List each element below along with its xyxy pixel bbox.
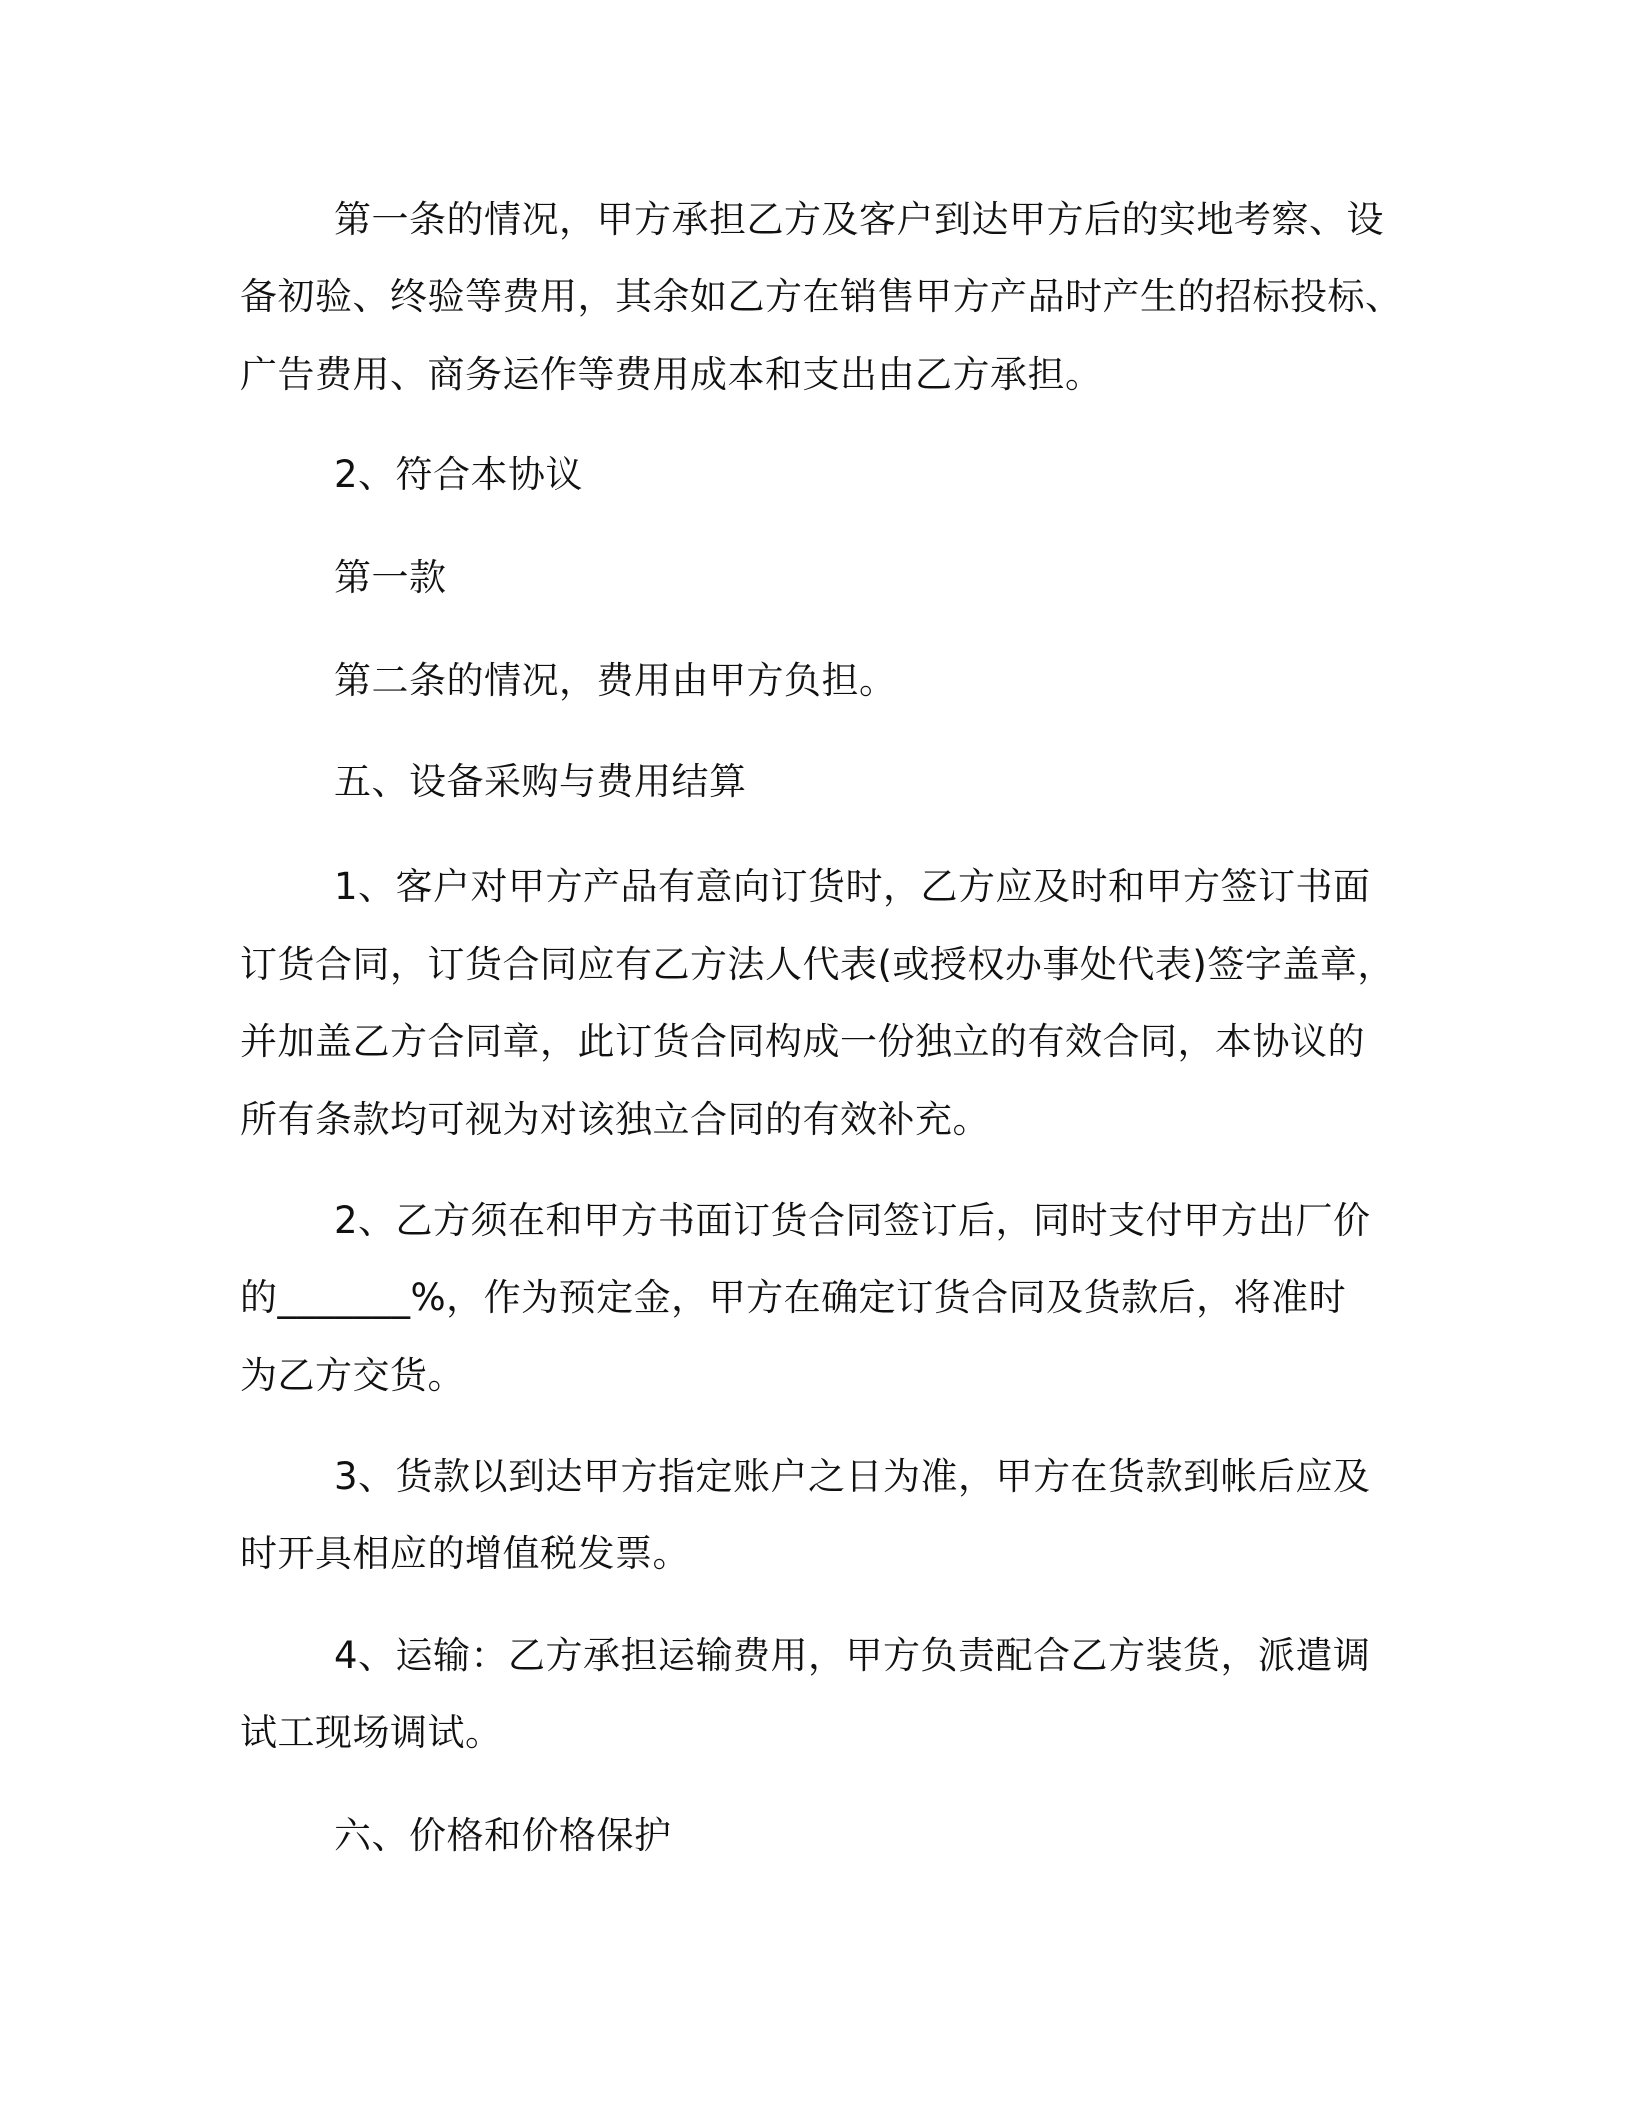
text-line: 第一条的情况，甲方承担乙方及客户到达甲方后的实地考察、设: [334, 198, 1384, 241]
text-line: 订货合同，订货合同应有乙方法人代表(或授权办事处代表)签字盖章，: [240, 943, 1395, 986]
text-line: 为乙方交货。: [240, 1354, 465, 1397]
section-subheading: 2、符合本协议: [334, 453, 584, 496]
section-heading: 六、价格和价格保护: [334, 1814, 672, 1857]
text-line: 备初验、终验等费用，其余如乙方在销售甲方产品时产生的招标投标、: [240, 275, 1403, 318]
text-line: 第二条的情况，费用由甲方负担。: [334, 659, 897, 702]
text-line: 所有条款均可视为对该独立合同的有效补充。: [240, 1098, 990, 1141]
section-subheading: 第一款: [334, 556, 447, 599]
text-line: 2、乙方须在和甲方书面订货合同签订后，同时支付甲方出厂价: [334, 1199, 1371, 1242]
text-line: 并加盖乙方合同章，此订货合同构成一份独立的有效合同，本协议的: [240, 1020, 1365, 1063]
text-line: 4、运输：乙方承担运输费用，甲方负责配合乙方装货，派遣调: [334, 1634, 1371, 1677]
text-line: 广告费用、商务运作等费用成本和支出由乙方承担。: [240, 353, 1103, 396]
text-line: 时开具相应的增值税发票。: [240, 1532, 690, 1575]
text-line: 的_______%，作为预定金，甲方在确定订货合同及货款后，将准时: [240, 1276, 1347, 1319]
text-line: 1、客户对甲方产品有意向订货时，乙方应及时和甲方签订书面: [334, 865, 1371, 908]
section-heading: 五、设备采购与费用结算: [334, 760, 747, 803]
text-line: 3、货款以到达甲方指定账户之日为准，甲方在货款到帐后应及: [334, 1455, 1371, 1498]
text-line: 试工现场调试。: [240, 1711, 503, 1754]
